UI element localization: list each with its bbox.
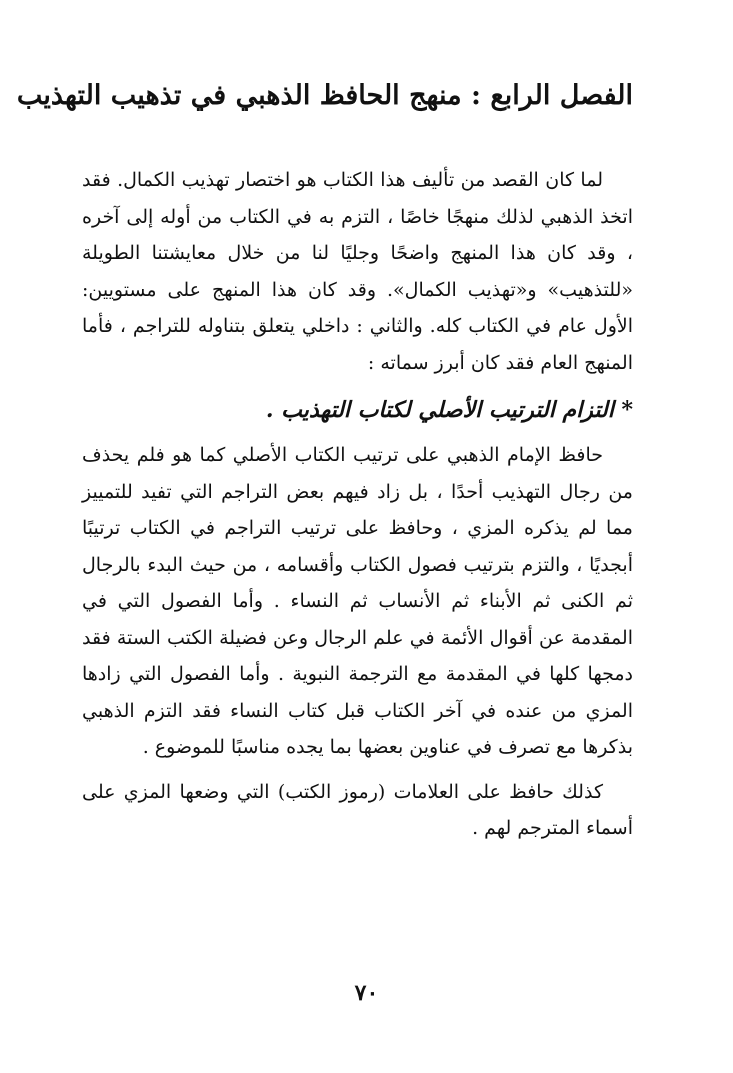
paragraph-gap bbox=[82, 766, 633, 774]
chapter-title: الفصل الرابع : منهج الحافظ الذهبي في تذهيب التهذيب bbox=[16, 80, 633, 111]
body-text bbox=[82, 162, 633, 847]
section-heading: * التزام الترتيب الأصلي لكتاب التهذيب . bbox=[265, 397, 633, 423]
paragraph-symbols: كذلك حافظ على العلامات (رموز الكتب) التي وضعها المزي على أسماء المترجم لهم . bbox=[82, 780, 633, 839]
paragraph-ordering: حافظ الإمام الذهبي على ترتيب الكتاب الأصلي كما هو فلم يحذف من رجال التهذيب أحدًا ، بل زاد فيهم بعض التراجم التي تفيد للتمييز مما لم يذكره المزي ، وحافظ على ترتيب التراجم في الكتاب ترتيبًا أبجديًا ، والتزم بترتيب فصول الكتاب وأقسامه ، من حيث البدء بالرجال ثم الكنى ثم الأبناء ثم الأنساب ثم النساء . وأما الفصول التي في المقدمة عن أقوال الأئمة في علم الرجال وعن فضيلة الكتب الستة فقد دمجها كلها في المقدمة مع الترجمة النبوية . وأما الفصول التي زادها المزي من عنده في آخر الكتاب قبل كتاب النساء فقد التزم الذهبي بذكرها مع تصرف في عناوين بعضها بما يجده مناسبًا للموضوع . bbox=[82, 444, 633, 758]
page-number: ٧٠ bbox=[354, 980, 379, 1006]
paragraph-intro: لما كان القصد من تأليف هذا الكتاب هو اختصار تهذيب الكمال. فقد اتخذ الذهبي لذلك منهجًا خاصًا ، التزم به في الكتاب من أوله إلى آخره ، وقد كان هذا المنهج واضحًا وجليًا لنا من خلال معايشتنا الطويلة «للتذهيب» و«تهذيب الكمال». وقد كان هذا المنهج على مستويين: الأول عام في الكتاب كله. والثاني : داخلي يتعلق بتناوله للتراجم ، فأما المنهج العام فقد كان أبرز سماته : bbox=[82, 169, 633, 374]
